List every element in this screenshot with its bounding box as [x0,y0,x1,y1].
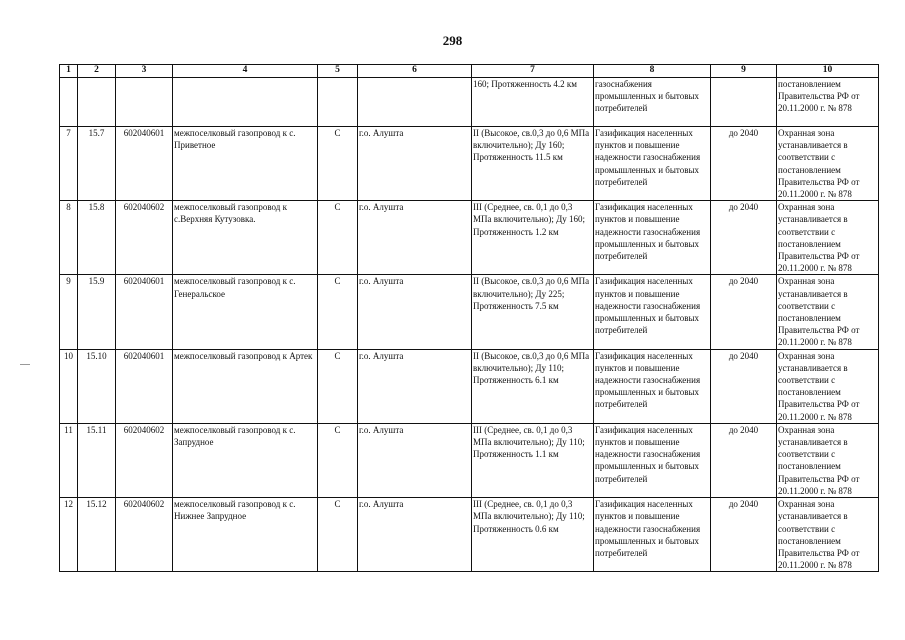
cell-zone: Охранная зона устанавливается в соответствии с постановлением Правительства РФ от 20.11.2000 г. № 878 [777,275,879,349]
cell-code: 15.7 [78,127,116,201]
cell-name: межпоселковый газопровод к с. Запрудное [173,423,318,497]
column-header: 7 [472,65,594,78]
page-number: 298 [442,33,463,48]
cell-zone: Охранная зона устанавливается в соответствии с постановлением Правительства РФ от 20.11.2000 г. № 878 [777,201,879,275]
cell-purpose: Газификация населенных пунктов и повышение надежности газоснабжения промышленных и бытовых потребителей [594,423,711,497]
cell-id: 602040601 [116,275,173,349]
cell-zone: постановлением Правительства РФ от 20.11.2000 г. № 878 [777,78,879,127]
cell-name: межпоселковый газопровод к с. Приветное [173,127,318,201]
cell-location: г.о. Алушта [358,498,472,572]
cell-row-number: 8 [60,201,78,275]
gas-pipeline-registry-table [59,64,879,572]
cell-empty [711,78,777,127]
cell-purpose: газоснабжения промышленных и бытовых потребителей [594,78,711,127]
cell-params: 160; Протяженность 4.2 км [472,78,594,127]
column-header: 2 [78,65,116,78]
cell-row-number: 11 [60,423,78,497]
column-header: 3 [116,65,173,78]
cell-params: III (Среднее, св. 0,1 до 0,3 МПа включительно); Ду 110; Протяженность 0.6 км [472,498,594,572]
cell-code: 15.10 [78,349,116,423]
cell-status: С [318,349,358,423]
cell-purpose: Газификация населенных пунктов и повышение надежности газоснабжения промышленных и бытовых потребителей [594,275,711,349]
cell-status: С [318,498,358,572]
cell-purpose: Газификация населенных пунктов и повышение надежности газоснабжения промышленных и бытовых потребителей [594,127,711,201]
cell-term: до 2040 [711,201,777,275]
cell-code: 15.12 [78,498,116,572]
cell-zone: Охранная зона устанавливается в соответствии с постановлением Правительства РФ от 20.11.2000 г. № 878 [777,423,879,497]
cell-term: до 2040 [711,275,777,349]
cell-status: С [318,275,358,349]
continuation-row [60,78,879,127]
cell-row-number: 10 [60,349,78,423]
cell-params: II (Высокое, св.0,3 до 0,6 МПа включительно); Ду 110; Протяженность 6.1 км [472,349,594,423]
cell-status: С [318,423,358,497]
cell-term: до 2040 [711,423,777,497]
column-header: 10 [777,65,879,78]
cell-purpose: Газификация населенных пунктов и повышение надежности газоснабжения промышленных и бытовых потребителей [594,498,711,572]
cell-params: II (Высокое, св.0,3 до 0,6 МПа включительно); Ду 160; Протяженность 11.5 км [472,127,594,201]
cell-location: г.о. Алушта [358,349,472,423]
table-row [60,498,879,572]
column-header: 9 [711,65,777,78]
cell-term: до 2040 [711,349,777,423]
cell-code: 15.11 [78,423,116,497]
cell-name: межпоселковый газопровод к с. Нижнее Запрудное [173,498,318,572]
table-row [60,201,879,275]
cell-zone: Охранная зона устанавливается в соответствии с постановлением Правительства РФ от 20.11.2000 г. № 878 [777,349,879,423]
table-row [60,349,879,423]
cell-id: 602040602 [116,423,173,497]
cell-zone: Охранная зона устанавливается в соответствии с постановлением Правительства РФ от 20.11.2000 г. № 878 [777,127,879,201]
cell-purpose: Газификация населенных пунктов и повышение надежности газоснабжения промышленных и бытовых потребителей [594,349,711,423]
cell-empty [358,78,472,127]
cell-location: г.о. Алушта [358,127,472,201]
cell-term: до 2040 [711,498,777,572]
cell-id: 602040602 [116,498,173,572]
cell-zone: Охранная зона устанавливается в соответствии с постановлением Правительства РФ от 20.11.2000 г. № 878 [777,498,879,572]
cell-code: 15.8 [78,201,116,275]
cell-id: 602040602 [116,201,173,275]
cell-code: 15.9 [78,275,116,349]
cell-row-number: 9 [60,275,78,349]
cell-empty [116,78,173,127]
cell-empty [60,78,78,127]
cell-id: 602040601 [116,349,173,423]
column-header: 4 [173,65,318,78]
scan-mark [20,364,30,365]
cell-params: III (Среднее, св. 0,1 до 0,3 МПа включительно); Ду 160; Протяженность 1.2 км [472,201,594,275]
cell-params: III (Среднее, св. 0,1 до 0,3 МПа включительно); Ду 110; Протяженность 1.1 км [472,423,594,497]
table-row [60,275,879,349]
cell-empty [173,78,318,127]
column-header: 8 [594,65,711,78]
cell-term: до 2040 [711,127,777,201]
cell-name: межпоселковый газопровод к Артек [173,349,318,423]
table-row [60,423,879,497]
cell-name: межпоселковый газопровод к с. Генеральское [173,275,318,349]
cell-params: II (Высокое, св.0,3 до 0,6 МПа включительно); Ду 225; Протяженность 7.5 км [472,275,594,349]
cell-location: г.о. Алушта [358,423,472,497]
cell-location: г.о. Алушта [358,275,472,349]
cell-row-number: 12 [60,498,78,572]
column-header: 6 [358,65,472,78]
cell-empty [78,78,116,127]
cell-status: С [318,201,358,275]
cell-row-number: 7 [60,127,78,201]
cell-purpose: Газификация населенных пунктов и повышение надежности газоснабжения промышленных и бытовых потребителей [594,201,711,275]
cell-id: 602040601 [116,127,173,201]
column-header: 5 [318,65,358,78]
cell-location: г.о. Алушта [358,201,472,275]
cell-status: С [318,127,358,201]
column-header: 1 [60,65,78,78]
table-row [60,127,879,201]
cell-name: межпоселковый газопровод к с.Верхняя Кутузовка. [173,201,318,275]
cell-empty [318,78,358,127]
header-row [60,65,879,78]
